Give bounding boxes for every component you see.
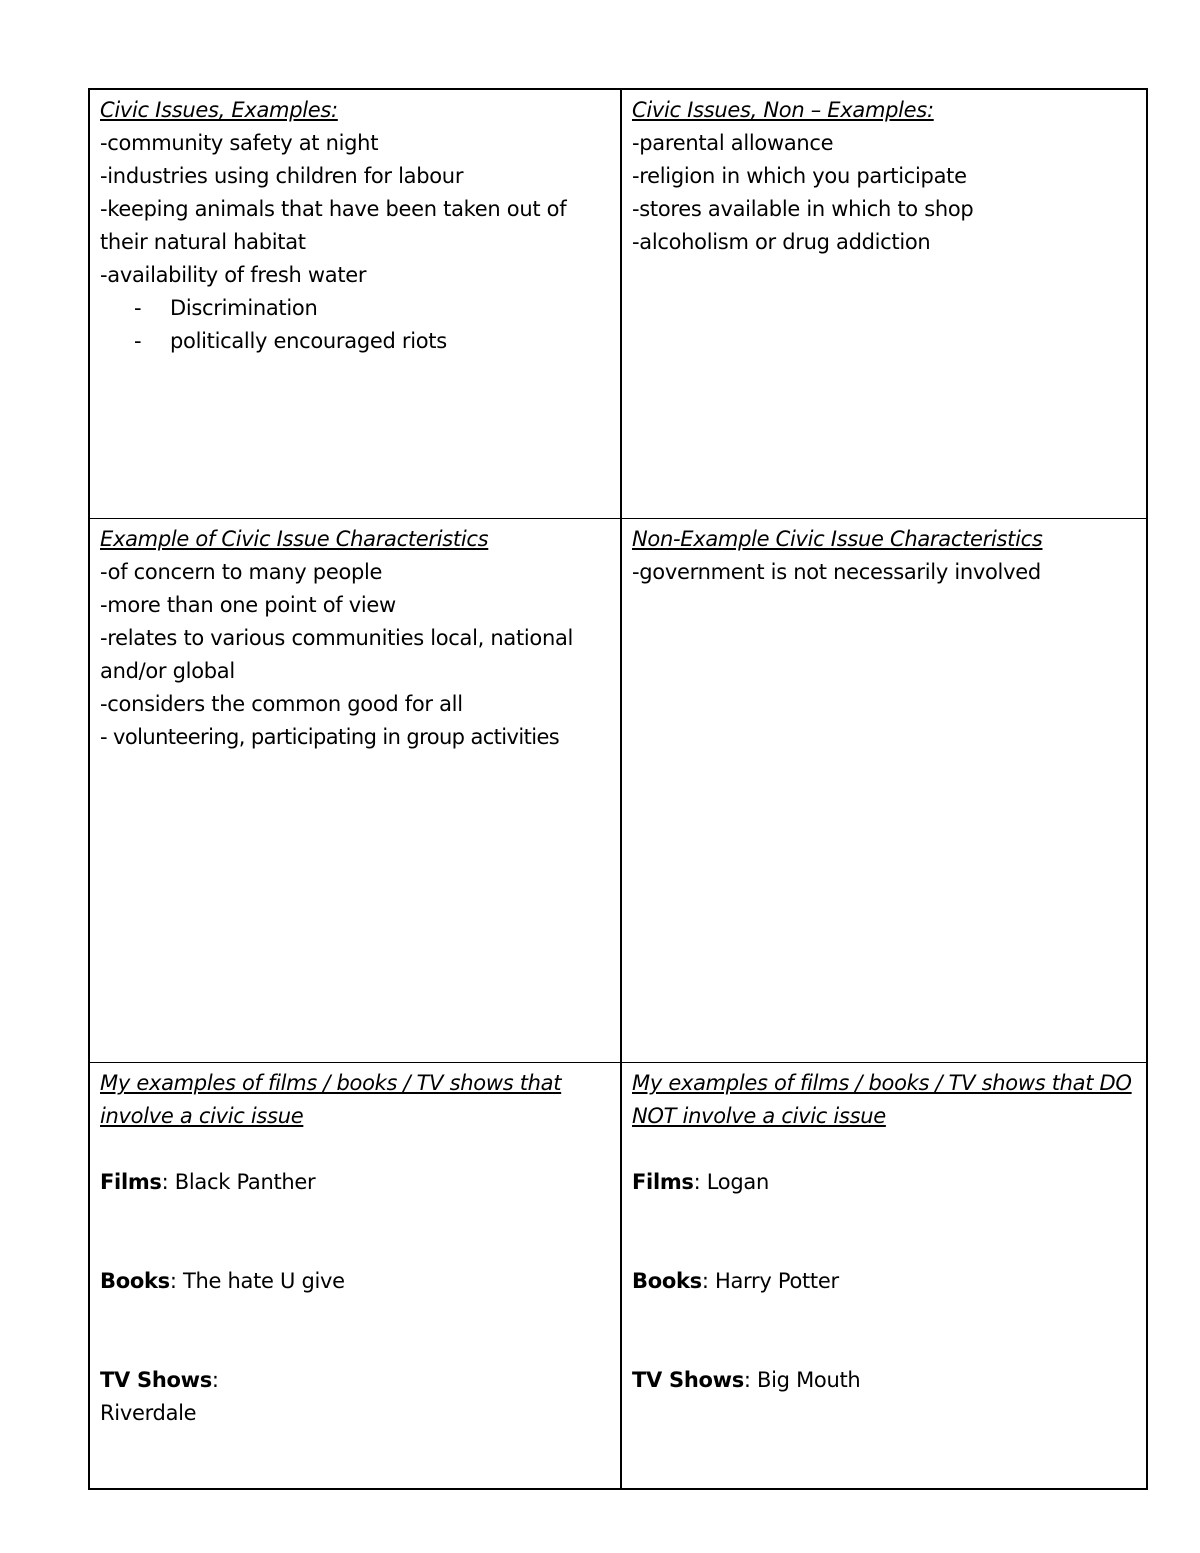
sub-item-text: Discrimination [170,296,318,320]
cell-civic-non-examples [620,90,1148,518]
films-value: : Black Panther [161,1170,316,1194]
books-entry [632,1265,1140,1298]
worksheet-table [88,88,1148,1490]
books-entry [100,1265,612,1298]
media-list [100,1166,612,1430]
list-item: -availability of fresh water [100,263,367,287]
cell-non-example-characteristics [620,518,1148,1062]
tv-label: TV Shows [632,1368,744,1392]
sub-list-item [100,292,612,325]
tv-label: TV Shows [100,1368,212,1392]
books-value: : The hate U give [169,1269,345,1293]
list-item: -parental allowance [632,131,834,155]
sub-list-item [100,325,612,358]
bullet-dash: - [134,329,142,353]
media-list [632,1166,1140,1397]
tv-entry [632,1364,1140,1397]
sub-item-text: politically encouraged riots [170,329,447,353]
films-entry [632,1166,1140,1199]
bullet-dash: - [134,296,142,320]
cell-civic-examples [90,90,620,518]
cell-my-examples [90,1062,620,1490]
list-item: -stores available in which to shop [632,197,974,221]
list-item: -religion in which you participate [632,164,967,188]
books-value: : Harry Potter [701,1269,839,1293]
films-label: Films [100,1170,162,1194]
non-example-characteristics-heading: Non-Example Civic Issue Characteristics [632,527,1043,551]
civic-examples-heading: Civic Issues, Examples: [100,98,338,122]
my-non-examples-heading: My examples of films / books / TV shows that DO NOT involve a civic issue [632,1071,1132,1128]
list-item: -community safety at night [100,131,379,155]
list-item: -alcoholism or drug addiction [632,230,931,254]
list-item: -of concern to many people [100,560,383,584]
tv-entry [100,1364,612,1397]
list-item: -considers the common good for all [100,692,463,716]
list-item: -keeping animals that have been taken out of their natural habitat [100,197,567,254]
films-label: Films [632,1170,694,1194]
cell-example-characteristics [90,518,620,1062]
list-item: -industries using children for labour [100,164,464,188]
films-entry [100,1166,612,1199]
books-label: Books [632,1269,702,1293]
list-item: -more than one point of view [100,593,396,617]
list-item: - volunteering, participating in group activities [100,725,560,749]
tv-value-line2: Riverdale [100,1401,197,1425]
films-value: : Logan [693,1170,769,1194]
cell-my-non-examples [620,1062,1148,1490]
books-label: Books [100,1269,170,1293]
example-characteristics-heading: Example of Civic Issue Characteristics [100,527,489,551]
tv-value: : Big Mouth [743,1368,861,1392]
tv-value: : [211,1368,219,1392]
list-item: -government is not necessarily involved [632,560,1041,584]
my-examples-heading: My examples of films / books / TV shows that involve a civic issue [100,1071,562,1128]
civic-non-examples-heading: Civic Issues, Non – Examples: [632,98,934,122]
list-item: -relates to various communities local, national and/or global [100,626,574,683]
